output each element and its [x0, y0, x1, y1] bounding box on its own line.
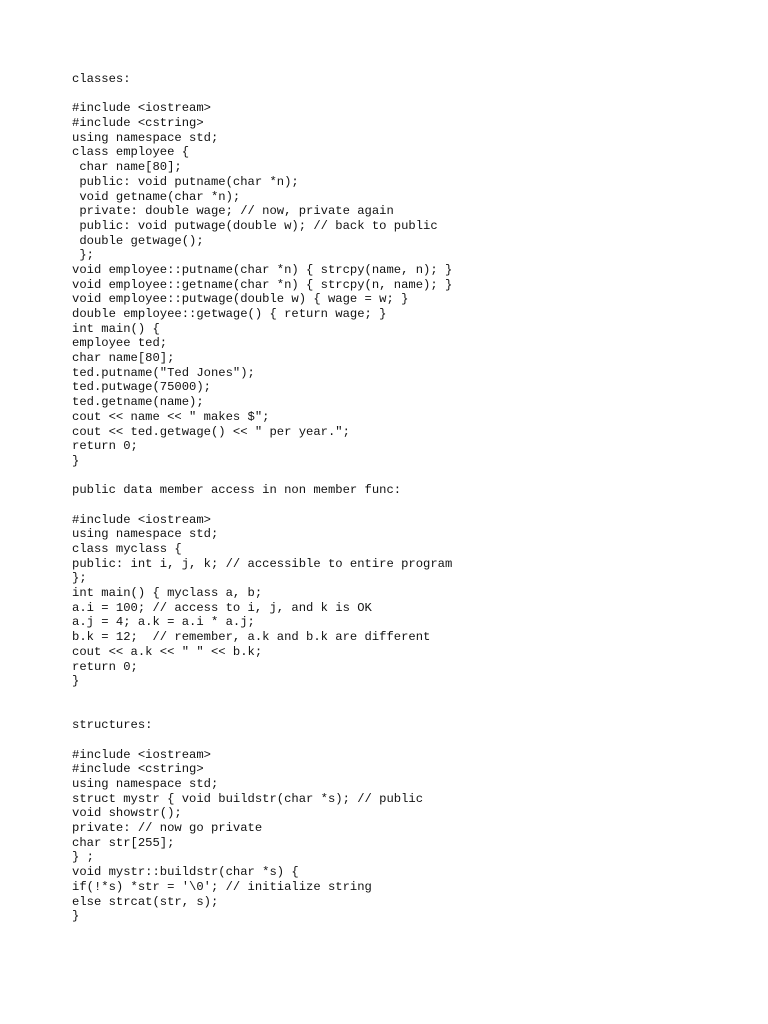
- code-line: void mystr::buildstr(char *s) {: [72, 865, 299, 880]
- code-line: }: [72, 453, 80, 468]
- code-line: public: int i, j, k; // accessible to entire program: [72, 556, 453, 571]
- code-line: a.j = 4; a.k = a.i * a.j;: [72, 615, 255, 630]
- blank-line: [72, 469, 732, 484]
- code-block: [72, 101, 732, 468]
- code-line: }: [72, 909, 80, 924]
- code-line: void employee::putwage(double w) { wage = w; }: [72, 292, 409, 307]
- code-line: employee ted;: [72, 336, 168, 351]
- blank-line: [72, 704, 732, 719]
- blank-line: [72, 498, 732, 513]
- code-line: private: // now go private: [72, 821, 263, 836]
- code-line: using namespace std;: [72, 527, 219, 542]
- section-public-data-member-access: [72, 483, 732, 689]
- code-line: };: [72, 248, 94, 263]
- code-block: [72, 748, 732, 924]
- code-line: class myclass {: [72, 542, 182, 556]
- section-heading: classes:: [72, 72, 131, 86]
- code-line: ted.getname(name);: [72, 395, 204, 410]
- section-structures: [72, 718, 732, 924]
- code-line: else strcat(str, s);: [72, 894, 219, 909]
- code-line: #include <iostream>: [72, 512, 211, 527]
- code-line: struct mystr { void buildstr(char *s); // public: [72, 791, 424, 806]
- code-line: private: double wage; // now, private again: [72, 204, 394, 219]
- code-line: void employee::putname(char *n) { strcpy(name, n); }: [72, 262, 453, 277]
- section-heading: public data member access in non member func:: [72, 483, 402, 498]
- code-line: void employee::getname(char *n) { strcpy(n, name); }: [72, 277, 453, 292]
- blank-line: [72, 733, 732, 748]
- document-content: [72, 72, 732, 924]
- code-line: char name[80];: [72, 351, 175, 366]
- code-line: #include <cstring>: [72, 116, 204, 131]
- code-line: char str[255];: [72, 835, 175, 850]
- code-line: };: [72, 571, 87, 586]
- code-line: int main() { myclass a, b;: [72, 586, 263, 601]
- code-line: #include <iostream>: [72, 747, 211, 762]
- code-line: #include <iostream>: [72, 101, 211, 116]
- code-line: cout << a.k << " " << b.k;: [72, 644, 263, 659]
- code-line: cout << name << " makes $";: [72, 409, 270, 424]
- section-classes: [72, 72, 732, 469]
- code-line: if(!*s) *str = '\0'; // initialize string: [72, 879, 372, 894]
- code-line: ted.putwage(75000);: [72, 380, 211, 395]
- code-line: ted.putname("Ted Jones");: [72, 365, 255, 380]
- code-line: char name[80];: [72, 160, 182, 175]
- code-block: [72, 513, 732, 689]
- code-line: public: void putwage(double w); // back to public: [72, 218, 438, 233]
- code-line: return 0;: [72, 439, 138, 454]
- code-line: using namespace std;: [72, 130, 219, 145]
- code-line: void showstr();: [72, 806, 182, 821]
- code-line: int main() {: [72, 321, 160, 336]
- code-line: void getname(char *n);: [72, 189, 241, 204]
- code-line: using namespace std;: [72, 777, 219, 791]
- code-line: }: [72, 674, 80, 689]
- code-line: #include <cstring>: [72, 762, 204, 777]
- code-line: a.i = 100; // access to i, j, and k is OK: [72, 600, 372, 615]
- code-line: return 0;: [72, 659, 138, 674]
- blank-line: [72, 87, 732, 102]
- blank-line: [72, 689, 732, 704]
- code-line: public: void putname(char *n);: [72, 174, 299, 189]
- code-line: class employee {: [72, 145, 190, 160]
- code-line: b.k = 12; // remember, a.k and b.k are different: [72, 630, 431, 645]
- code-line: double employee::getwage() { return wage; }: [72, 307, 387, 321]
- code-line: cout << ted.getwage() << " per year.";: [72, 424, 350, 439]
- code-line: } ;: [72, 850, 94, 865]
- code-line: double getwage();: [72, 233, 204, 248]
- section-heading: structures:: [72, 718, 153, 733]
